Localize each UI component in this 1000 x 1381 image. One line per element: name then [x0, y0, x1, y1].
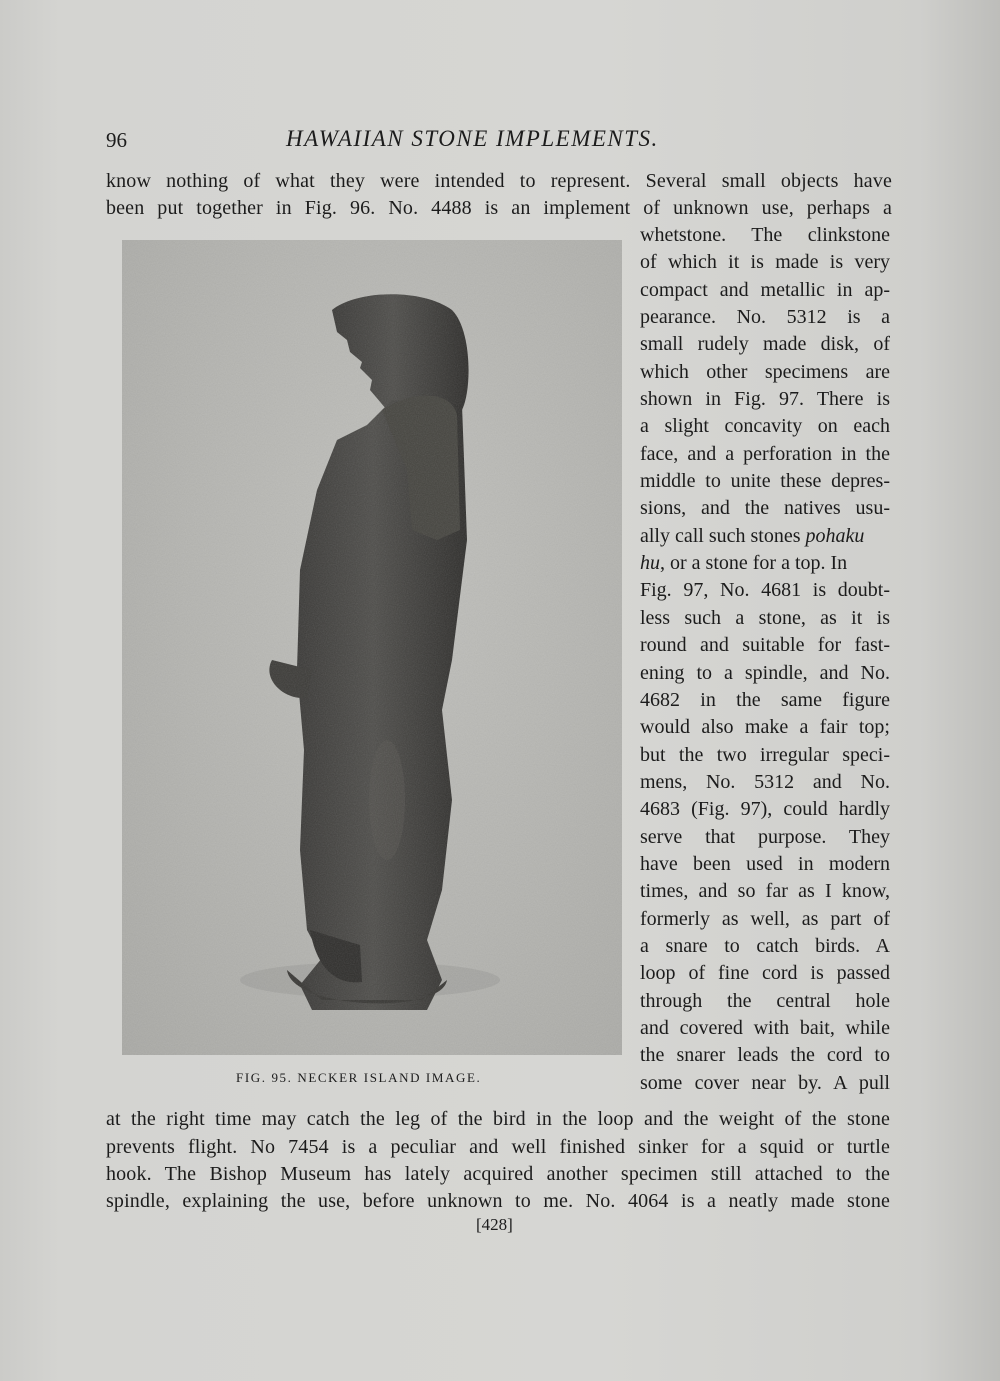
column-line: and covered with bait, while: [640, 1016, 890, 1039]
column-line: which other specimens are: [640, 360, 890, 383]
column-line: shown in Fig. 97. There is: [640, 388, 890, 411]
column-line: pearance. No. 5312 is a: [640, 306, 890, 329]
column-line: but the two irregular speci-: [640, 743, 890, 766]
column-line: Fig. 97, No. 4681 is doubt-: [640, 579, 890, 602]
body-line: at the right time may catch the leg of the bird in the loop and the weight of the stone: [106, 1108, 890, 1130]
running-title: HAWAIIAN STONE IMPLEMENTS.: [286, 126, 659, 151]
column-line: loop of fine cord is passed: [640, 962, 890, 985]
column-line: [640, 550, 890, 577]
column-line: ening to a spindle, and No.: [640, 661, 890, 684]
column-line: mens, No. 5312 and No.: [640, 770, 890, 793]
column-line: times, and so far as I know,: [640, 880, 890, 903]
body-line: know nothing of what they were intended to represent. Several small objects have: [106, 170, 892, 192]
column-line: 4683 (Fig. 97), could hardly: [640, 798, 890, 821]
column-line: through the central hole: [640, 989, 890, 1012]
column-line: would also make a fair top;: [640, 716, 890, 739]
column-line: a slight concavity on each: [640, 415, 890, 438]
hawaiian-term-pohaku: pohaku: [805, 524, 865, 547]
column-line: of which it is made is very: [640, 251, 890, 274]
column-line: [640, 523, 890, 550]
column-line: round and suitable for fast-: [640, 634, 890, 657]
column-line: sions, and the natives usu-: [640, 497, 890, 520]
column-line: the snarer leads the cord to: [640, 1044, 890, 1067]
column-line: compact and metallic in ap-: [640, 278, 890, 301]
column-line: serve that purpose. They: [640, 825, 890, 848]
column-line: have been used in modern: [640, 852, 890, 875]
stone-figure-illustration: [122, 240, 622, 1055]
column-line: some cover near by. A pull: [640, 1071, 890, 1094]
body-line: spindle, explaining the use, before unknown to me. No. 4064 is a neatly made stone: [106, 1190, 890, 1212]
figure-caption: FIG. 95. NECKER ISLAND IMAGE.: [236, 1070, 482, 1085]
column-text: ally call such stones: [640, 524, 801, 547]
column-line: a snare to catch birds. A: [640, 934, 890, 957]
body-line: been put together in Fig. 96. No. 4488 is an implement of unknown use, perhaps a: [106, 197, 892, 219]
column-line: formerly as well, as part of: [640, 907, 890, 930]
column-line: small rudely made disk, of: [640, 333, 890, 356]
body-line: hook. The Bishop Museum has lately acquired another specimen still attached to the: [106, 1163, 890, 1185]
body-line: prevents flight. No 7454 is a peculiar and well finished sinker for a squid or turtle: [106, 1136, 890, 1158]
wrapped-text-column: [640, 222, 890, 1097]
folio-number: [428]: [476, 1215, 513, 1234]
column-line: middle to unite these depres-: [640, 470, 890, 493]
column-line: whetstone. The clinkstone: [640, 224, 890, 246]
hawaiian-term-hu: hu: [640, 552, 660, 575]
column-line: less such a stone, as it is: [640, 606, 890, 629]
page-header: [106, 128, 892, 160]
figure-plate-necker-island-image: [122, 240, 622, 1055]
column-line: 4682 in the same figure: [640, 688, 890, 711]
column-text: , or a stone for a top. In: [660, 552, 848, 575]
page-number: 96: [106, 128, 127, 152]
column-line: face, and a perforation in the: [640, 442, 890, 465]
